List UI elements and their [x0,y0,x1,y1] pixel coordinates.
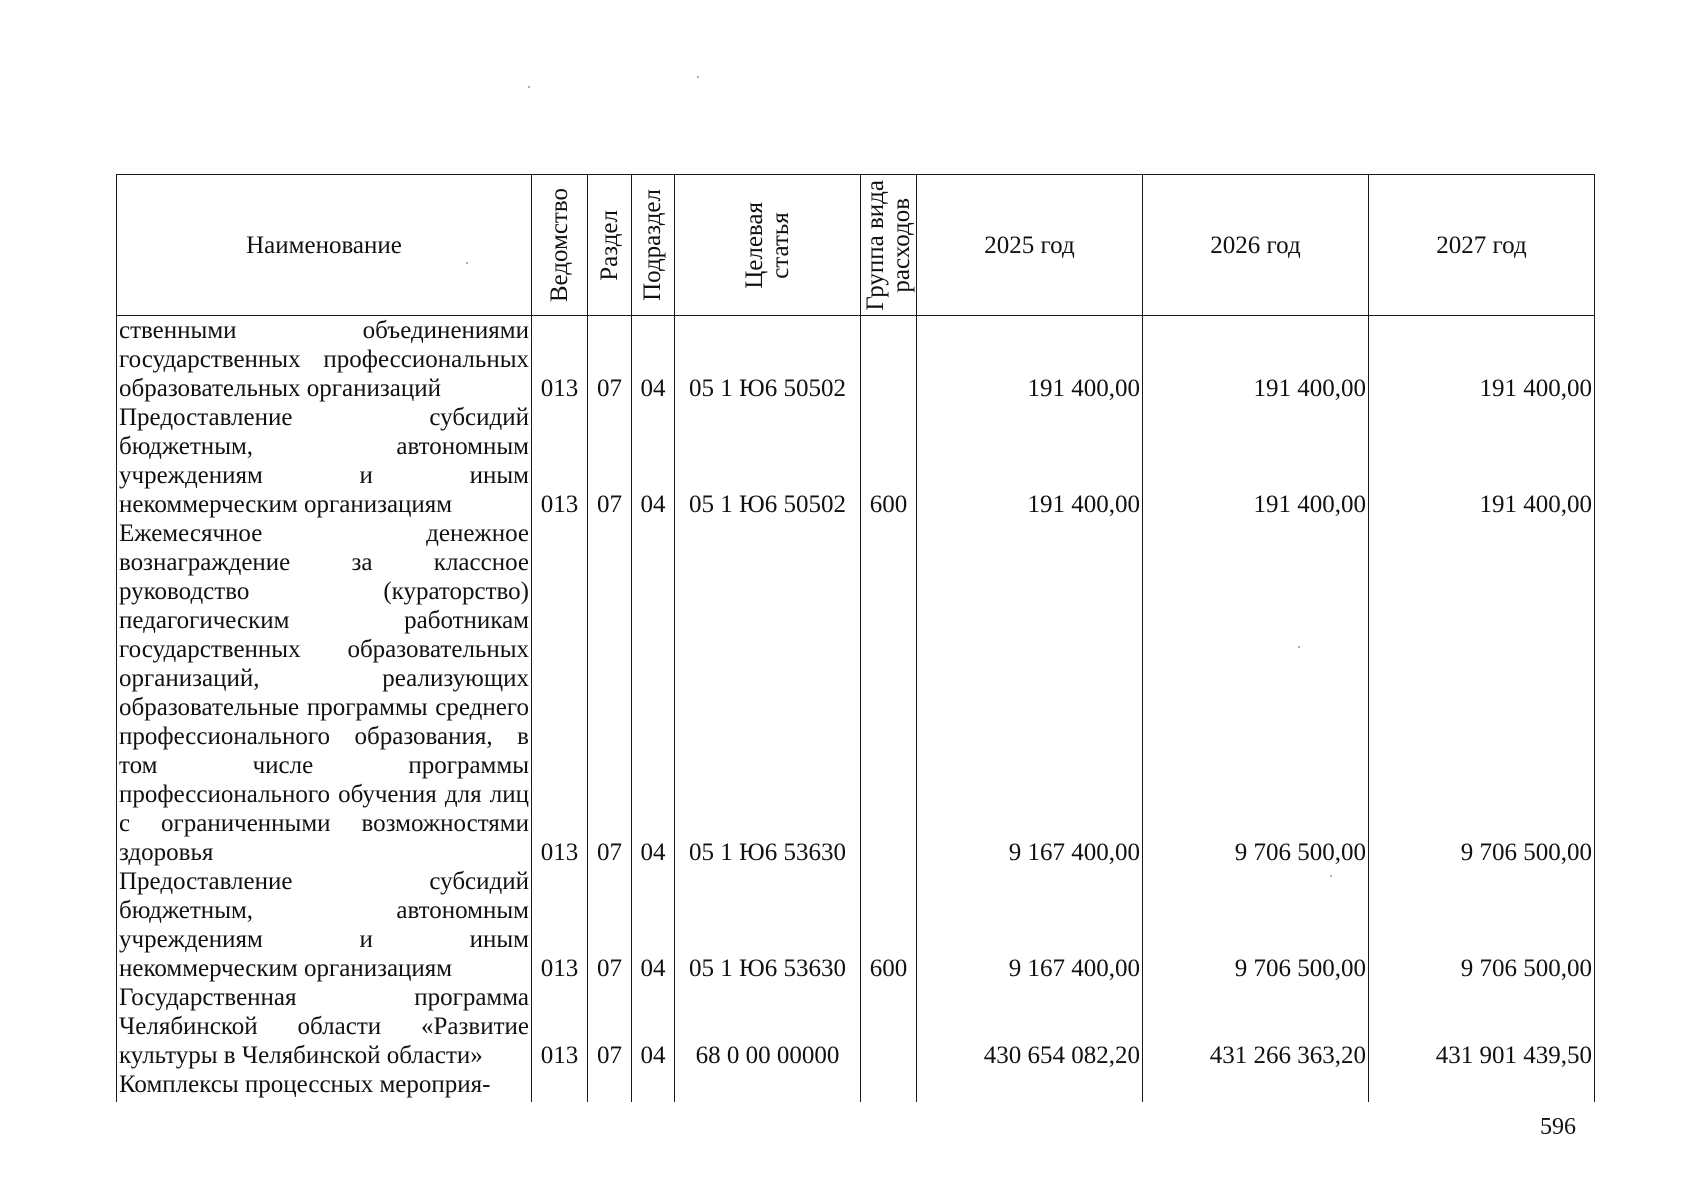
row-celevaya-statya: 68 0 00 00000 [675,983,861,1070]
row-amount-2027 [1369,1070,1595,1102]
row-celevaya-statya: 05 1 Ю6 50502 [675,403,861,519]
table-row [117,316,1595,404]
row-podrazdel: 04 [632,316,675,404]
row-celevaya-statya [675,1070,861,1102]
row-vedomstvo: 013 [532,983,588,1070]
row-amount-2026: 9 706 500,00 [1143,519,1369,867]
row-amount-2026: 9 706 500,00 [1143,867,1369,983]
row-podrazdel: 04 [632,867,675,983]
row-razdel: 07 [588,983,632,1070]
row-amount-2025: 430 654 082,20 [917,983,1143,1070]
row-name: Предоставление субсидий бюджетным, автономным учреждениям и иным некоммерческим организациям [117,403,532,519]
row-vedomstvo: 013 [532,403,588,519]
header-2026: 2026 год [1143,175,1369,316]
row-razdel: 07 [588,867,632,983]
row-name: Предоставление субсидий бюджетным, автономным учреждениям и иным некоммерческим организациям [117,867,532,983]
row-podrazdel [632,1070,675,1102]
table-header-row [117,175,1595,316]
row-gruppa: 600 [861,403,917,519]
header-razdel: Раздел [588,175,632,316]
row-gruppa: 600 [861,867,917,983]
header-name: Наименование [117,175,532,316]
row-gruppa [861,983,917,1070]
row-amount-2027: 191 400,00 [1369,403,1595,519]
table-row [117,519,1595,867]
row-name: ственными объединениями государственных профессиональных образовательных организаций [117,316,532,404]
row-amount-2027: 9 706 500,00 [1369,519,1595,867]
row-vedomstvo [532,1070,588,1102]
row-podrazdel: 04 [632,519,675,867]
row-razdel: 07 [588,403,632,519]
header-gruppa-vida-rashodov: Группа вида расходов [861,175,917,316]
scan-speck [697,76,699,78]
table-body [117,316,1595,1103]
row-podrazdel: 04 [632,403,675,519]
row-amount-2025: 9 167 400,00 [917,867,1143,983]
row-amount-2027: 191 400,00 [1369,316,1595,404]
scan-speck [528,86,530,88]
table-row [117,1070,1595,1102]
row-gruppa [861,519,917,867]
header-2025: 2025 год [917,175,1143,316]
row-gruppa [861,1070,917,1102]
row-amount-2026 [1143,1070,1369,1102]
row-vedomstvo: 013 [532,519,588,867]
header-celevaya-statya: Целевая статья [675,175,861,316]
row-podrazdel: 04 [632,983,675,1070]
table-row [117,867,1595,983]
row-razdel [588,1070,632,1102]
budget-table [116,174,1595,1102]
row-celevaya-statya: 05 1 Ю6 53630 [675,519,861,867]
page-number: 596 [1540,1114,1576,1140]
row-name: Ежемесячное денежное вознаграждение за классное руководство (кураторство) педагогическим работникам государственных образовательных организаций, реализующих образовательные программы среднего профессионального образования, в том числе программы профессионального обучения для лиц с ограниченными возможностями здоровья [117,519,532,867]
row-amount-2026: 431 266 363,20 [1143,983,1369,1070]
row-razdel: 07 [588,519,632,867]
row-name: Комплексы процессных мероприя- [117,1070,532,1102]
table-row [117,403,1595,519]
row-amount-2026: 191 400,00 [1143,316,1369,404]
row-celevaya-statya: 05 1 Ю6 53630 [675,867,861,983]
row-amount-2026: 191 400,00 [1143,403,1369,519]
row-amount-2025: 191 400,00 [917,403,1143,519]
header-2027: 2027 год [1369,175,1595,316]
row-razdel: 07 [588,316,632,404]
row-amount-2025 [917,1070,1143,1102]
row-amount-2027: 9 706 500,00 [1369,867,1595,983]
row-gruppa [861,316,917,404]
row-amount-2025: 9 167 400,00 [917,519,1143,867]
header-podrazdel: Подраздел [632,175,675,316]
row-amount-2027: 431 901 439,50 [1369,983,1595,1070]
table-row [117,983,1595,1070]
row-amount-2025: 191 400,00 [917,316,1143,404]
row-name: Государственная программа Челябинской области «Развитие культуры в Челябинской области» [117,983,532,1070]
row-vedomstvo: 013 [532,867,588,983]
row-vedomstvo: 013 [532,316,588,404]
row-celevaya-statya: 05 1 Ю6 50502 [675,316,861,404]
header-vedomstvo: Ведомство [532,175,588,316]
